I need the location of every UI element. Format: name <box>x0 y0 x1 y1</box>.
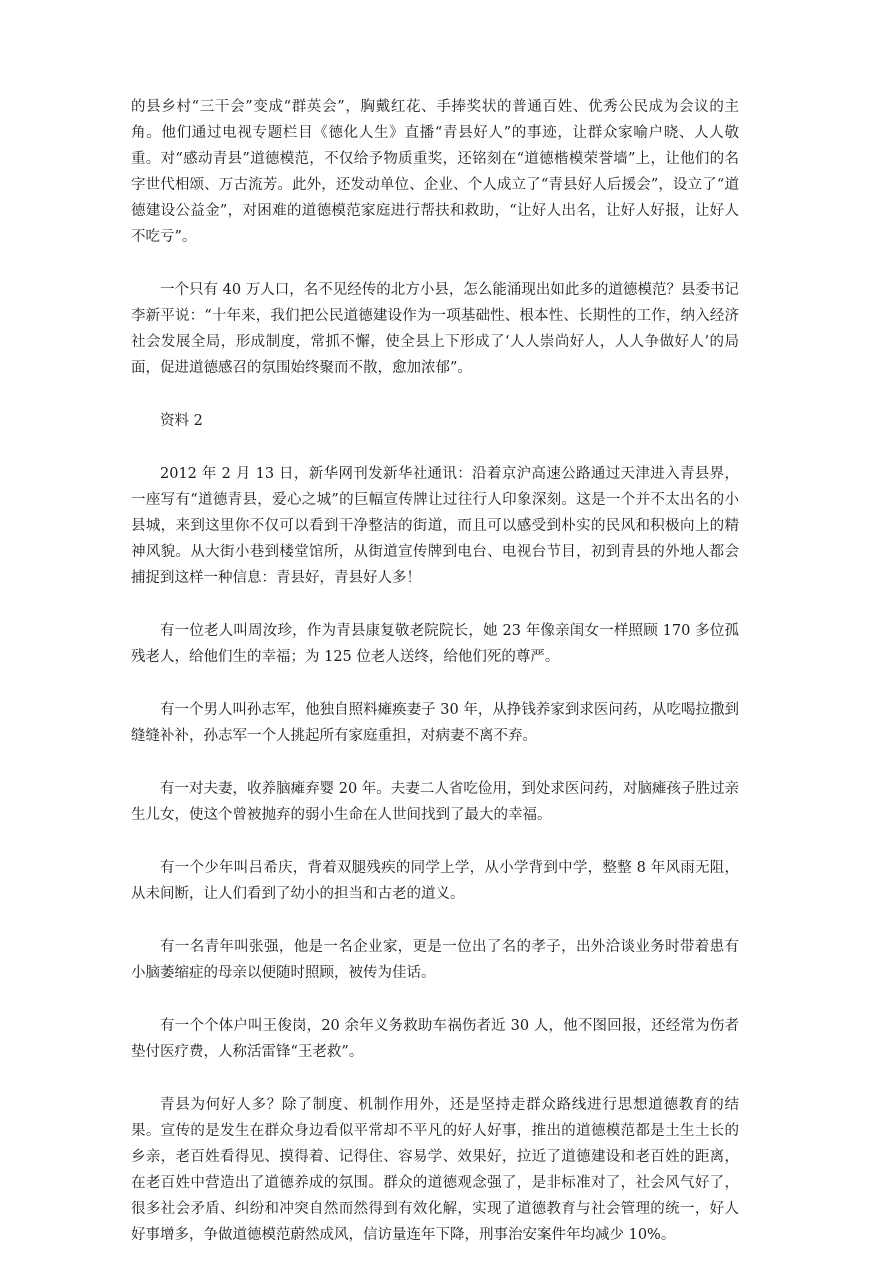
paragraph-sun-zhijun: 有一个男人叫孙志军，他独自照料瘫痪妻子 30 年，从挣钱养家到求医问药，从吃喝拉撒到缝缝补补，孙志军一个人挑起所有家庭重担，对病妻不离不弃。 <box>131 702 739 744</box>
document-body <box>131 94 739 1275</box>
paragraph-zhang-qiang: 有一名青年叫张强，他是一名企业家，更是一位出了名的孝子，出外洽谈业务时带着患有小脑萎缩症的母亲以便随时照顾，被传为佳话。 <box>131 939 739 981</box>
paragraph-couple-adoption: 有一对夫妻，收养脑瘫弃婴 20 年。夫妻二人省吃俭用，到处求医问药，对脑瘫孩子胜过亲生儿女，使这个曾被抛弃的弱小生命在人世间找到了最大的幸福。 <box>131 781 739 823</box>
paragraph-lv-xiqing: 有一个少年叫吕希庆，背着双腿残疾的同学上学，从小学背到中学，整整 8 年风雨无阻，从未间断，让人们看到了幼小的担当和古老的道义。 <box>131 860 739 902</box>
paragraph-zhou-ruzhen: 有一位老人叫周汝珍，作为青县康复敬老院院长，她 23 年像亲闺女一样照顾 170 多位孤残老人，给他们生的幸福；为 125 位老人送终，给他们死的尊严。 <box>131 623 739 665</box>
paragraph-xinhua-report: 2012 年 2 月 13 日，新华网刊发新华社通讯：沿着京沪高速公路通过天津进入青县界，一座写有“道德青县，爱心之城”的巨幅宣传牌让过往行人印象深刻。这是一个并不太出名的小县城，来到这里你不仅可以看到干净整洁的街道，而且可以感受到朴实的民风和积极向上的精神风貌。从大街小巷到楼堂馆所，从街道宣传牌到电台、电视台节目，初到青县的外地人都会捕捉到这样一种信息：青县好，青县好人多！ <box>131 466 739 586</box>
paragraph-continuation: 的县乡村“三干会”变成“群英会”，胸戴红花、手捧奖状的普通百姓、优秀公民成为会议的主角。他们通过电视专题栏目《德化人生》直播“青县好人”的事迹，让群众家喻户晓、人人敬重。对“感动青县”道德模范，不仅给予物质重奖，还铭刻在“道德楷模荣誉墙”上，让他们的名字世代相颂、万古流芳。此外，还发动单位、企业、个人成立了“青县好人后援会”，设立了“道德建设公益金”，对困难的道德模范家庭进行帮扶和救助，“让好人出名，让好人好报，让好人不吃亏”。 <box>131 99 739 245</box>
section-heading-material-2: 资料 2 <box>160 413 203 429</box>
paragraph-conclusion: 青县为何好人多？除了制度、机制作用外，还是坚持走群众路线进行思想道德教育的结果。宣传的是发生在群众身边看似平常却不平凡的好人好事，推出的道德模范都是土生土长的乡亲，老百姓看得见、摸得着、记得住、容易学、效果好，拉近了道德建设和老百姓的距离，在老百姓中营造出了道德养成的氛围。群众的道德观念强了，是非标准对了，社会风气好了，很多社会矛盾、纠纷和冲突自然而然得到有效化解，实现了道德教育与社会管理的统一，好人好事增多，争做道德模范蔚然成风，信访量连年下降，刑事治安案件年均减少 10%。 <box>131 1097 739 1243</box>
paragraph-county-secretary-quote: 一个只有 40 万人口，名不见经传的北方小县，怎么能涌现出如此多的道德模范？县委书记李新平说：“十年来，我们把公民道德建设作为一项基础性、根本性、长期性的工作，纳入经济社会发展全局，形成制度，常抓不懈，使全县上下形成了‘人人崇尚好人，人人争做好人’的局面，促进道德感召的氛围始终聚而不散，愈加浓郁”。 <box>131 282 739 376</box>
paragraph-wang-jungang: 有一个个体户叫王俊岗，20 余年义务救助车祸伤者近 30 人，他不图回报，还经常为伤者垫付医疗费，人称活雷锋“王老救”。 <box>131 1018 739 1060</box>
